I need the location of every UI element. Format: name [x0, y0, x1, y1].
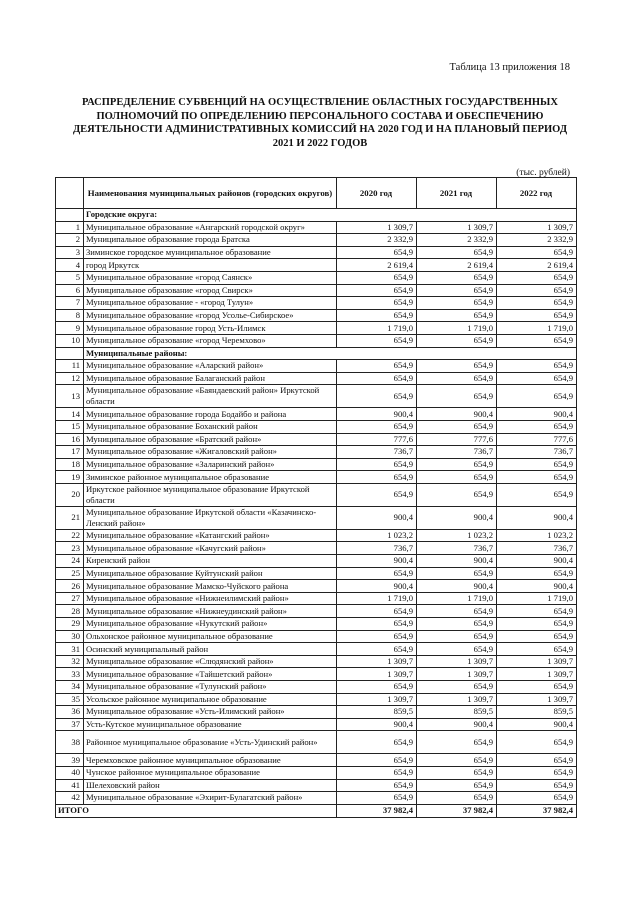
- row-value-2021: 2 619,4: [417, 259, 497, 272]
- row-name: Муниципальное образование Иркутской области «Казачинско-Ленский район»: [84, 506, 337, 529]
- row-value-2022: 654,9: [497, 681, 577, 694]
- row-number: 14: [56, 408, 84, 421]
- row-name: Зиминское городское муниципальное образование: [84, 246, 337, 259]
- row-value-2020: 2 619,4: [337, 259, 417, 272]
- row-name: Муниципальное образование «Качугский район»: [84, 542, 337, 555]
- row-name: Муниципальное образование «город Усолье-Сибирское»: [84, 309, 337, 322]
- row-name: Муниципальное образование город Усть-Илимск: [84, 322, 337, 335]
- row-value-2020: 654,9: [337, 334, 417, 347]
- table-row: [56, 718, 577, 731]
- header-2020: 2020 год: [337, 178, 417, 209]
- table-row: [56, 446, 577, 459]
- row-value-2022: 900,4: [497, 718, 577, 731]
- header-2021: 2021 год: [417, 178, 497, 209]
- row-value-2020: 654,9: [337, 643, 417, 656]
- row-value-2021: 654,9: [417, 385, 497, 408]
- row-value-2021: 1 309,7: [417, 668, 497, 681]
- table-row: [56, 731, 577, 754]
- section-number-cell: [56, 209, 84, 222]
- row-value-2022: 654,9: [497, 372, 577, 385]
- row-value-2020: 654,9: [337, 372, 417, 385]
- row-value-2021: 654,9: [417, 334, 497, 347]
- table-row: [56, 681, 577, 694]
- section-label: Городские округа:: [84, 209, 577, 222]
- row-value-2022: 859,5: [497, 706, 577, 719]
- row-name: Муниципальное образование «город Саянск»: [84, 271, 337, 284]
- section-label: Муниципальные районы:: [84, 347, 577, 360]
- table-row: [56, 372, 577, 385]
- row-value-2020: 1 309,7: [337, 221, 417, 234]
- section-row: [56, 209, 577, 222]
- row-name: Усть-Кутское муниципальное образование: [84, 718, 337, 731]
- row-value-2022: 1 719,0: [497, 322, 577, 335]
- row-value-2022: 654,9: [497, 246, 577, 259]
- row-value-2020: 654,9: [337, 471, 417, 484]
- row-value-2022: 2 619,4: [497, 259, 577, 272]
- row-number: 4: [56, 259, 84, 272]
- row-number: 40: [56, 766, 84, 779]
- row-value-2022: 654,9: [497, 297, 577, 310]
- row-value-2022: 654,9: [497, 618, 577, 631]
- row-number: 9: [56, 322, 84, 335]
- row-value-2022: 900,4: [497, 555, 577, 568]
- row-value-2020: 654,9: [337, 681, 417, 694]
- row-value-2020: 654,9: [337, 754, 417, 767]
- row-name: Шелеховский район: [84, 779, 337, 792]
- row-name: Муниципальное образование «Тайшетский район»: [84, 668, 337, 681]
- row-name: Муниципальное образование Боханский район: [84, 420, 337, 433]
- row-value-2022: 1 023,2: [497, 529, 577, 542]
- table-row: [56, 385, 577, 408]
- row-value-2020: 900,4: [337, 408, 417, 421]
- row-value-2022: 654,9: [497, 779, 577, 792]
- row-number: 31: [56, 643, 84, 656]
- row-number: 11: [56, 360, 84, 373]
- row-number: 39: [56, 754, 84, 767]
- row-value-2020: 654,9: [337, 284, 417, 297]
- row-value-2021: 654,9: [417, 779, 497, 792]
- row-value-2020: 654,9: [337, 567, 417, 580]
- table-row: [56, 506, 577, 529]
- row-name: Усольское районное муниципальное образование: [84, 693, 337, 706]
- table-row: [56, 529, 577, 542]
- row-value-2021: 654,9: [417, 372, 497, 385]
- table-row: [56, 693, 577, 706]
- row-number: 28: [56, 605, 84, 618]
- row-value-2022: 736,7: [497, 446, 577, 459]
- row-number: 34: [56, 681, 84, 694]
- row-number: 42: [56, 792, 84, 805]
- row-number: 32: [56, 655, 84, 668]
- row-number: 7: [56, 297, 84, 310]
- table-row: [56, 271, 577, 284]
- row-name: Муниципальное образование города Бодайбо и района: [84, 408, 337, 421]
- row-value-2022: 654,9: [497, 605, 577, 618]
- row-value-2022: 654,9: [497, 792, 577, 805]
- row-value-2022: 654,9: [497, 766, 577, 779]
- row-name: Муниципальное образование Балаганский район: [84, 372, 337, 385]
- row-value-2021: 654,9: [417, 630, 497, 643]
- row-value-2020: 654,9: [337, 605, 417, 618]
- row-value-2022: 654,9: [497, 643, 577, 656]
- row-value-2022: 736,7: [497, 542, 577, 555]
- row-value-2020: 654,9: [337, 271, 417, 284]
- row-value-2020: 654,9: [337, 792, 417, 805]
- document-title: РАСПРЕДЕЛЕНИЕ СУБВЕНЦИЙ НА ОСУЩЕСТВЛЕНИЕ ОБЛАСТНЫХ ГОСУДАРСТВЕННЫХ ПОЛНОМОЧИЙ ПО ОПРЕДЕЛЕНИЮ ПЕРСОНАЛЬНОГО СОСТАВА И ОБЕСПЕЧЕНИЮ ДЕЯТЕЛЬНОСТИ АДМИНИСТРАТИВНЫХ КОМИССИЙ НА 2020 ГОД И НА ПЛАНОВЫЙ ПЕРИОД 2021 И 2022 ГОДОВ: [72, 97, 568, 149]
- row-number: 27: [56, 592, 84, 605]
- row-value-2021: 654,9: [417, 471, 497, 484]
- row-value-2020: 900,4: [337, 580, 417, 593]
- row-value-2020: 654,9: [337, 618, 417, 631]
- table-row: [56, 297, 577, 310]
- row-number: 30: [56, 630, 84, 643]
- row-value-2020: 654,9: [337, 420, 417, 433]
- row-number: 3: [56, 246, 84, 259]
- row-value-2020: 654,9: [337, 766, 417, 779]
- row-value-2021: 654,9: [417, 309, 497, 322]
- row-value-2021: 900,4: [417, 580, 497, 593]
- row-number: 2: [56, 234, 84, 247]
- table-row: [56, 483, 577, 506]
- row-value-2022: 654,9: [497, 754, 577, 767]
- row-value-2020: 1 719,0: [337, 592, 417, 605]
- table-row: [56, 567, 577, 580]
- row-name: город Иркутск: [84, 259, 337, 272]
- row-number: 23: [56, 542, 84, 555]
- row-value-2020: 654,9: [337, 458, 417, 471]
- row-name: Киренский район: [84, 555, 337, 568]
- row-value-2021: 654,9: [417, 766, 497, 779]
- section-row: [56, 347, 577, 360]
- row-name: Муниципальное образование «Тулунский район»: [84, 681, 337, 694]
- row-value-2021: 900,4: [417, 506, 497, 529]
- row-name: Чунское районное муниципальное образование: [84, 766, 337, 779]
- row-name: Иркутское районное муниципальное образование Иркутской области: [84, 483, 337, 506]
- row-value-2022: 777,6: [497, 433, 577, 446]
- table-row: [56, 655, 577, 668]
- table-row: [56, 408, 577, 421]
- table-row: [56, 630, 577, 643]
- row-value-2021: 654,9: [417, 792, 497, 805]
- row-name: Черемховское районное муниципальное образование: [84, 754, 337, 767]
- row-name: Муниципальное образование «Катангский район»: [84, 529, 337, 542]
- total-row: [56, 804, 577, 817]
- row-value-2021: 859,5: [417, 706, 497, 719]
- table-body: [56, 209, 577, 805]
- row-number: 1: [56, 221, 84, 234]
- row-number: 41: [56, 779, 84, 792]
- row-value-2022: 900,4: [497, 408, 577, 421]
- row-value-2021: 654,9: [417, 643, 497, 656]
- row-number: 13: [56, 385, 84, 408]
- row-name: Муниципальное образование «Заларинский район»: [84, 458, 337, 471]
- row-value-2021: 654,9: [417, 605, 497, 618]
- row-value-2021: 654,9: [417, 420, 497, 433]
- row-value-2022: 1 309,7: [497, 221, 577, 234]
- row-value-2022: 2 332,9: [497, 234, 577, 247]
- row-value-2021: 1 719,0: [417, 592, 497, 605]
- row-number: 18: [56, 458, 84, 471]
- row-value-2021: 1 309,7: [417, 693, 497, 706]
- table-row: [56, 792, 577, 805]
- table-row: [56, 706, 577, 719]
- row-value-2021: 654,9: [417, 284, 497, 297]
- row-value-2020: 900,4: [337, 718, 417, 731]
- table-row: [56, 754, 577, 767]
- unit-label: (тыс. рублей): [516, 168, 570, 178]
- row-name: Муниципальное образование «Баяндаевский район» Иркутской области: [84, 385, 337, 408]
- row-value-2020: 1 309,7: [337, 668, 417, 681]
- row-number: 25: [56, 567, 84, 580]
- row-name: Муниципальное образование «Ангарский городской округ»: [84, 221, 337, 234]
- table-row: [56, 259, 577, 272]
- row-number: 37: [56, 718, 84, 731]
- table-row: [56, 334, 577, 347]
- table-row: [56, 766, 577, 779]
- row-value-2022: 1 309,7: [497, 668, 577, 681]
- row-value-2021: 654,9: [417, 271, 497, 284]
- row-value-2021: 654,9: [417, 360, 497, 373]
- row-value-2020: 654,9: [337, 385, 417, 408]
- row-name: Муниципальное образование «город Свирск»: [84, 284, 337, 297]
- row-value-2020: 654,9: [337, 297, 417, 310]
- row-value-2020: 654,9: [337, 483, 417, 506]
- row-value-2021: 1 309,7: [417, 221, 497, 234]
- table-row: [56, 580, 577, 593]
- row-number: 8: [56, 309, 84, 322]
- row-name: Муниципальное образование «Слюдянский район»: [84, 655, 337, 668]
- row-name: Муниципальное образование «Братский район»: [84, 433, 337, 446]
- row-value-2020: 654,9: [337, 246, 417, 259]
- row-number: 19: [56, 471, 84, 484]
- row-name: Осинский муниципальный район: [84, 643, 337, 656]
- row-value-2021: 1 719,0: [417, 322, 497, 335]
- table-row: [56, 668, 577, 681]
- row-number: 15: [56, 420, 84, 433]
- section-number-cell: [56, 347, 84, 360]
- row-value-2022: 654,9: [497, 385, 577, 408]
- table-row: [56, 643, 577, 656]
- header-number: [56, 178, 84, 209]
- table-row: [56, 433, 577, 446]
- table-row: [56, 458, 577, 471]
- row-number: 22: [56, 529, 84, 542]
- header-2022: 2022 год: [497, 178, 577, 209]
- row-name: Муниципальное образование «Нижнеудинский район»: [84, 605, 337, 618]
- row-name: Муниципальное образование «Нукутский район»: [84, 618, 337, 631]
- row-name: Муниципальное образование «город Черемхово»: [84, 334, 337, 347]
- total-2021: 37 982,4: [417, 804, 497, 817]
- row-value-2021: 654,9: [417, 483, 497, 506]
- row-value-2022: 654,9: [497, 471, 577, 484]
- row-value-2022: 900,4: [497, 506, 577, 529]
- row-value-2021: 654,9: [417, 567, 497, 580]
- row-value-2022: 654,9: [497, 458, 577, 471]
- subsidy-table: [55, 177, 577, 818]
- row-value-2021: 900,4: [417, 718, 497, 731]
- row-value-2020: 777,6: [337, 433, 417, 446]
- total-2020: 37 982,4: [337, 804, 417, 817]
- table-row: [56, 246, 577, 259]
- total-label: ИТОГО: [56, 804, 337, 817]
- total-2022: 37 982,4: [497, 804, 577, 817]
- appendix-label: Таблица 13 приложения 18: [449, 62, 570, 73]
- row-value-2021: 736,7: [417, 542, 497, 555]
- row-name: Муниципальное образование «Жигаловский район»: [84, 446, 337, 459]
- row-name: Муниципальное образование города Братска: [84, 234, 337, 247]
- row-number: 10: [56, 334, 84, 347]
- row-number: 20: [56, 483, 84, 506]
- table-row: [56, 420, 577, 433]
- row-number: 6: [56, 284, 84, 297]
- row-number: 35: [56, 693, 84, 706]
- row-value-2021: 900,4: [417, 555, 497, 568]
- row-value-2020: 654,9: [337, 309, 417, 322]
- row-value-2020: 1 309,7: [337, 655, 417, 668]
- table-row: [56, 605, 577, 618]
- row-value-2020: 654,9: [337, 360, 417, 373]
- table-row: [56, 555, 577, 568]
- row-value-2021: 1 023,2: [417, 529, 497, 542]
- row-number: 17: [56, 446, 84, 459]
- row-value-2021: 654,9: [417, 681, 497, 694]
- row-value-2020: 1 023,2: [337, 529, 417, 542]
- table-row: [56, 221, 577, 234]
- row-value-2020: 736,7: [337, 542, 417, 555]
- row-number: 21: [56, 506, 84, 529]
- row-number: 16: [56, 433, 84, 446]
- row-value-2021: 654,9: [417, 731, 497, 754]
- row-name: Муниципальное образование «Усть-Илимский район»: [84, 706, 337, 719]
- row-value-2021: 654,9: [417, 754, 497, 767]
- row-value-2020: 654,9: [337, 731, 417, 754]
- table-row: [56, 542, 577, 555]
- row-number: 26: [56, 580, 84, 593]
- row-value-2022: 654,9: [497, 483, 577, 506]
- table-row: [56, 360, 577, 373]
- row-value-2020: 859,5: [337, 706, 417, 719]
- row-value-2021: 654,9: [417, 458, 497, 471]
- row-value-2021: 777,6: [417, 433, 497, 446]
- row-value-2022: 654,9: [497, 309, 577, 322]
- row-value-2022: 654,9: [497, 360, 577, 373]
- row-number: 24: [56, 555, 84, 568]
- row-value-2022: 654,9: [497, 334, 577, 347]
- row-name: Муниципальное образование Куйтунский район: [84, 567, 337, 580]
- row-name: Ольхонское районное муниципальное образование: [84, 630, 337, 643]
- table-row: [56, 234, 577, 247]
- row-value-2020: 1 309,7: [337, 693, 417, 706]
- row-value-2022: 654,9: [497, 731, 577, 754]
- table-row: [56, 618, 577, 631]
- row-value-2021: 654,9: [417, 246, 497, 259]
- row-value-2020: 654,9: [337, 630, 417, 643]
- header-name: Наименования муниципальных районов (городских округов): [84, 178, 337, 209]
- row-number: 33: [56, 668, 84, 681]
- row-value-2022: 654,9: [497, 271, 577, 284]
- row-value-2021: 900,4: [417, 408, 497, 421]
- row-name: Муниципальное образование Мамско-Чуйского района: [84, 580, 337, 593]
- table-row: [56, 322, 577, 335]
- row-value-2022: 1 309,7: [497, 655, 577, 668]
- row-value-2021: 736,7: [417, 446, 497, 459]
- row-value-2020: 1 719,0: [337, 322, 417, 335]
- table-row: [56, 471, 577, 484]
- row-number: 38: [56, 731, 84, 754]
- row-value-2020: 654,9: [337, 779, 417, 792]
- row-name: Районное муниципальное образование «Усть-Удинский район»: [84, 731, 337, 754]
- row-name: Муниципальное образование «Эхирит-Булагатский район»: [84, 792, 337, 805]
- row-value-2022: 1 309,7: [497, 693, 577, 706]
- row-value-2022: 900,4: [497, 580, 577, 593]
- table-row: [56, 592, 577, 605]
- row-value-2020: 900,4: [337, 506, 417, 529]
- row-value-2021: 1 309,7: [417, 655, 497, 668]
- row-number: 5: [56, 271, 84, 284]
- row-value-2021: 2 332,9: [417, 234, 497, 247]
- table-row: [56, 284, 577, 297]
- row-name: Муниципальное образование «Нижнеилимский район»: [84, 592, 337, 605]
- row-value-2020: 900,4: [337, 555, 417, 568]
- row-value-2022: 1 719,0: [497, 592, 577, 605]
- row-value-2022: 654,9: [497, 420, 577, 433]
- table-header-row: [56, 178, 577, 209]
- row-value-2021: 654,9: [417, 618, 497, 631]
- row-value-2022: 654,9: [497, 630, 577, 643]
- row-value-2022: 654,9: [497, 284, 577, 297]
- table-row: [56, 309, 577, 322]
- row-name: Муниципальное образование «Аларский район»: [84, 360, 337, 373]
- row-value-2022: 654,9: [497, 567, 577, 580]
- row-number: 29: [56, 618, 84, 631]
- row-value-2020: 736,7: [337, 446, 417, 459]
- row-value-2021: 654,9: [417, 297, 497, 310]
- row-number: 12: [56, 372, 84, 385]
- row-number: 36: [56, 706, 84, 719]
- table-row: [56, 779, 577, 792]
- row-name: Зиминское районное муниципальное образование: [84, 471, 337, 484]
- row-name: Муниципальное образование - «город Тулун»: [84, 297, 337, 310]
- row-value-2020: 2 332,9: [337, 234, 417, 247]
